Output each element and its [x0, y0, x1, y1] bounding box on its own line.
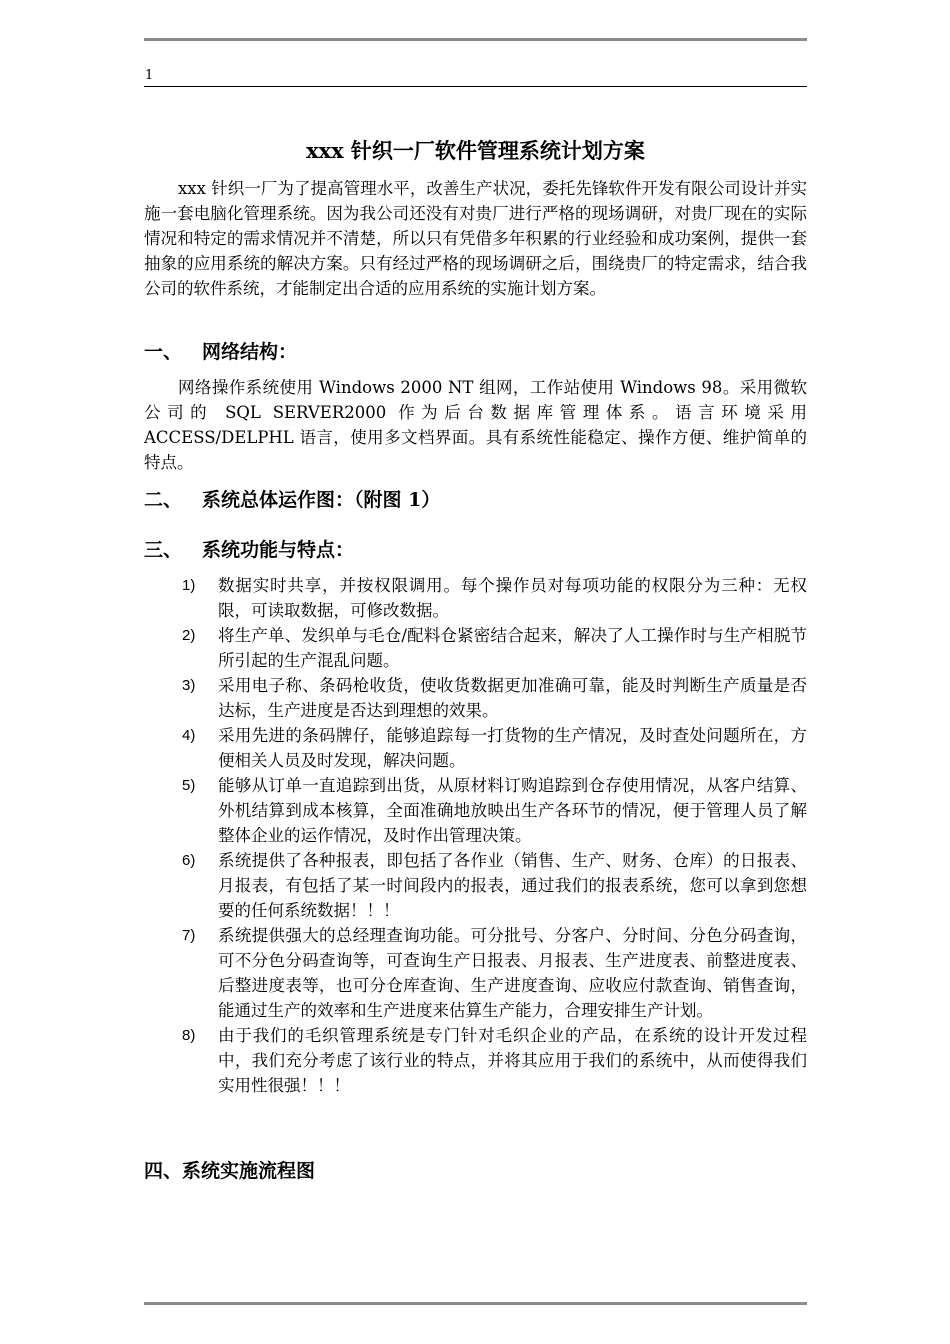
section-heading-features — [144, 535, 807, 565]
list-item-number: 7) — [182, 927, 196, 944]
section-heading-network — [144, 337, 807, 367]
list-item-text: 将生产单、发织单与毛仓/配料仓紧密结合起来，解决了人工操作时与生产相脱节所引起的生产混乱问题。 — [218, 626, 807, 670]
section-number: 一、 — [144, 341, 183, 363]
list-item-number: 8) — [182, 1027, 196, 1044]
list-item-number: 5) — [182, 777, 196, 794]
list-item-text: 数据实时共享，并按权限调用。每个操作员对每项功能的权限分为三种：无权限，可读取数据，可修改数据。 — [218, 576, 807, 620]
list-item — [144, 848, 807, 923]
section-heading-overview — [144, 485, 807, 515]
intro-paragraph: xxx 针织一厂为了提高管理水平，改善生产状况，委托先锋软件开发有限公司设计并实施一套电脑化管理系统。因为我公司还没有对贵厂进行严格的现场调研，对贵厂现在的实际情况和特定的需求情况并不清楚，所以只有凭借多年积累的行业经验和成功案例，提供一套抽象的应用系统的解决方案。只有经过严格的现场调研之后，围绕贵厂的特定需求，结合我公司的软件系统，才能制定出合适的应用系统的实施计划方案。 — [144, 179, 807, 298]
list-item-text: 采用电子称、条码枪收货，使收货数据更加准确可靠，能及时判断生产质量是否达标，生产进度是否达到理想的效果。 — [218, 676, 807, 720]
list-item — [144, 923, 807, 1023]
section-number: 三、 — [144, 539, 183, 561]
list-item — [144, 773, 807, 848]
list-item-text: 系统提供了各种报表，即包括了各作业（销售、生产、财务、仓库）的日报表、月报表，有包括了某一时间段内的报表，通过我们的报表系统，您可以拿到您想要的任何系统数据！！！ — [218, 851, 807, 920]
list-item-text: 采用先进的条码牌仔，能够追踪每一打货物的生产情况，及时查处问题所在，方便相关人员及时发现，解决问题。 — [218, 726, 807, 770]
section-title: 系统功能与特点： — [202, 539, 355, 561]
section-title: 系统总体运作图：（附图 1） — [202, 489, 441, 511]
page-number: 1 — [145, 68, 154, 83]
list-item — [144, 673, 807, 723]
list-item — [144, 573, 807, 623]
section-heading-flowchart — [144, 1156, 807, 1186]
list-item — [144, 623, 807, 673]
list-item-number: 2) — [182, 627, 196, 644]
section-title: 网络结构： — [202, 341, 298, 363]
feature-list — [144, 573, 807, 1098]
list-item-number: 4) — [182, 727, 196, 744]
list-item-text: 系统提供强大的总经理查询功能。可分批号、分客户、分时间、分色分码查询，可不分色分码查询等，可查询生产日报表、月报表、生产进度表、前整进度表、后整进度表等，也可分仓库查询、生产进度查询、应收应付款查询、销售查询，能通过生产的效率和生产进度来估算生产能力，合理安排生产计划。 — [218, 926, 807, 1020]
list-item — [144, 723, 807, 773]
header-rule-top — [144, 38, 807, 41]
footer-rule — [144, 1302, 807, 1305]
list-item — [144, 1023, 807, 1098]
section-title: 四、系统实施流程图 — [144, 1160, 316, 1182]
list-item-text: 由于我们的毛织管理系统是专门针对毛织企业的产品，在系统的设计开发过程中，我们充分考虑了该行业的特点，并将其应用于我们的系统中，从而使得我们实用性很强！！！ — [218, 1026, 807, 1095]
list-item-number: 3) — [182, 677, 196, 694]
document-title: xxx 针织一厂软件管理系统计划方案 — [306, 138, 645, 163]
list-item-number: 6) — [182, 852, 196, 869]
header-rule — [144, 86, 807, 87]
network-paragraph: 网络操作系统使用 Windows 2000 NT 组网，工作站使用 Windows 98。采用微软公司的 SQL SERVER2000 作为后台数据库管理体系。语言环境采用 ACCESS/DELPHL 语言，使用多文档界面。具有系统性能稳定、操作方便、维护简单的特点。 — [144, 378, 807, 472]
section-number: 二、 — [144, 489, 183, 511]
list-item-number: 1) — [182, 577, 196, 594]
list-item-text: 能够从订单一直追踪到出货，从原材料订购追踪到仓存使用情况，从客户结算、外机结算到成本核算，全面准确地放映出生产各环节的情况，便于管理人员了解整体企业的运作情况，及时作出管理决策。 — [218, 776, 807, 845]
